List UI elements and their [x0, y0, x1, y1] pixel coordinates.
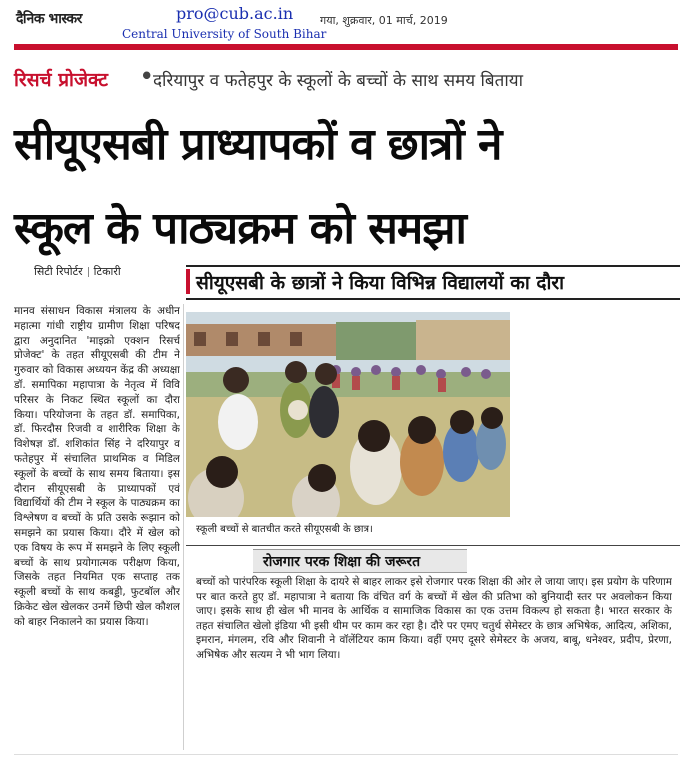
headline-line-2: स्कूल के पाठ्यक्रम को समझा	[14, 203, 466, 254]
column-divider	[183, 304, 184, 750]
subhead-rule-top	[186, 265, 680, 267]
article-body-left: मानव संसाधन विकास मंत्रालय के अधीन महात्मा गांधी राष्ट्रीय ग्रामीण शिक्षा परिषद द्वारा अनुदानित 'माइक्रो एक्शन रिसर्च प्रोजेक्ट' के तहत सीयूएसबी की टीम ने गुरुवार को विकास अध्ययन केंद्र की अध्यक्षा डॉ. समापिका महापात्रा के नेतृत्व में विवि परिसर के निकट स्थित स्कूलों का दौरा किया। परियोजना के तहत डॉ. समापिका, डॉ. फिरदौस रिजवी व शारीरिक शिक्षा के विशेषज्ञ डॉ. शशिकांत सिंह ने दरियापुर व फतेहपुर में संचालित प्राथमिक व मिडिल स्कूलों के बच्चों के साथ समय बिताया। इस दौरान सीयूएसबी के प्राध्यापकों एवं विद्यार्थियों की टीम ने स्कूल के पाठ्यक्रम का विश्लेषण व बच्चों के प्रति उसके रूझान को समझने का प्रयास किया। दौरे में खेल को एक विषय के रूप में समझने के लिए स्कूली बच्चों के साथ प्रयोगात्मक परीक्षण किया, जिसके तहत नियमित एक सप्ताह तक स्कूली बच्चों के साथ कबड्डी, फुटबॉल और क्रिकेट खेल खेलकर उनमें छिपी खेल कौशल को बाहर निकालने का प्रयास किया।	[14, 305, 180, 628]
subhead-rule-bottom	[186, 298, 680, 300]
section-title: रोजगार परक शिक्षा की जरूरत	[263, 554, 421, 570]
subhead-marker	[186, 269, 190, 294]
contact-email: pro@cub.ac.in	[176, 4, 294, 23]
byline-reporter: सिटी रिपोर्टर	[34, 265, 83, 278]
newspaper-logo: दैनिक भास्कर	[16, 11, 82, 27]
article-body-right: बच्चों को पारंपरिक स्कूली शिक्षा के दायरे से बाहर लाकर इसे रोजगार परक शिक्षा की ओर ले जाया जाए। इस प्रयोग के परिणाम पर बात करते हुए डॉ. महापात्रा ने बताया कि वंचित वर्ग के बच्चों में खेल की प्रतिभा को बुनियादी स्तर पर अवलोकन किया जाए। इसके साथ ही खेल भी मानव के आर्थिक व सामाजिक विकास का एक उत्तम विकल्प हो सकता है। भारत सरकार के तहत संचालित खेलो इंडिया भी इसी थीम पर काम कर रहा है। दौरे पर एमए चतुर्थ सेमेस्टर के छात्र अभिषेक, आदित्य, अशिका, इमरान, मंगलम, रवि और शिवानी ने वॉलेंटियर काम किया। वहीं एमए दूसरे सेमेस्टर के अजय, बाबू, धनेश्वर, प्रदीप, प्रेरणा, अभिषेक और सत्यम ने भी भाग लिया।	[196, 576, 672, 661]
photo-illustration	[186, 312, 510, 517]
kicker-label: रिसर्च प्रोजेक्ट	[14, 69, 108, 91]
masthead-rule	[14, 44, 678, 50]
section-rule	[186, 545, 680, 546]
kicker-text: दरियापुर व फतेहपुर के स्कूलों के बच्चों के साथ समय बिताया	[153, 71, 523, 91]
university-name: Central University of South Bihar	[122, 27, 327, 41]
dateline: गया, शुक्रवार, 01 मार्च, 2019	[320, 14, 448, 27]
byline	[34, 264, 121, 279]
subhead: सीयूएसबी के छात्रों ने किया विभिन्न विद्यालयों का दौरा	[196, 272, 565, 294]
byline-place: टिकारी	[93, 265, 121, 278]
news-photo	[186, 312, 510, 517]
photo-caption: स्कूली बच्चों से बातचीत करते सीयूएसबी के छात्र।	[196, 524, 373, 535]
headline-line-1: सीयूएसबी प्राध्यापकों व छात्रों ने	[14, 119, 502, 170]
byline-separator	[88, 267, 89, 277]
bottom-rule	[14, 754, 678, 755]
kicker-bullet: •	[140, 64, 154, 88]
